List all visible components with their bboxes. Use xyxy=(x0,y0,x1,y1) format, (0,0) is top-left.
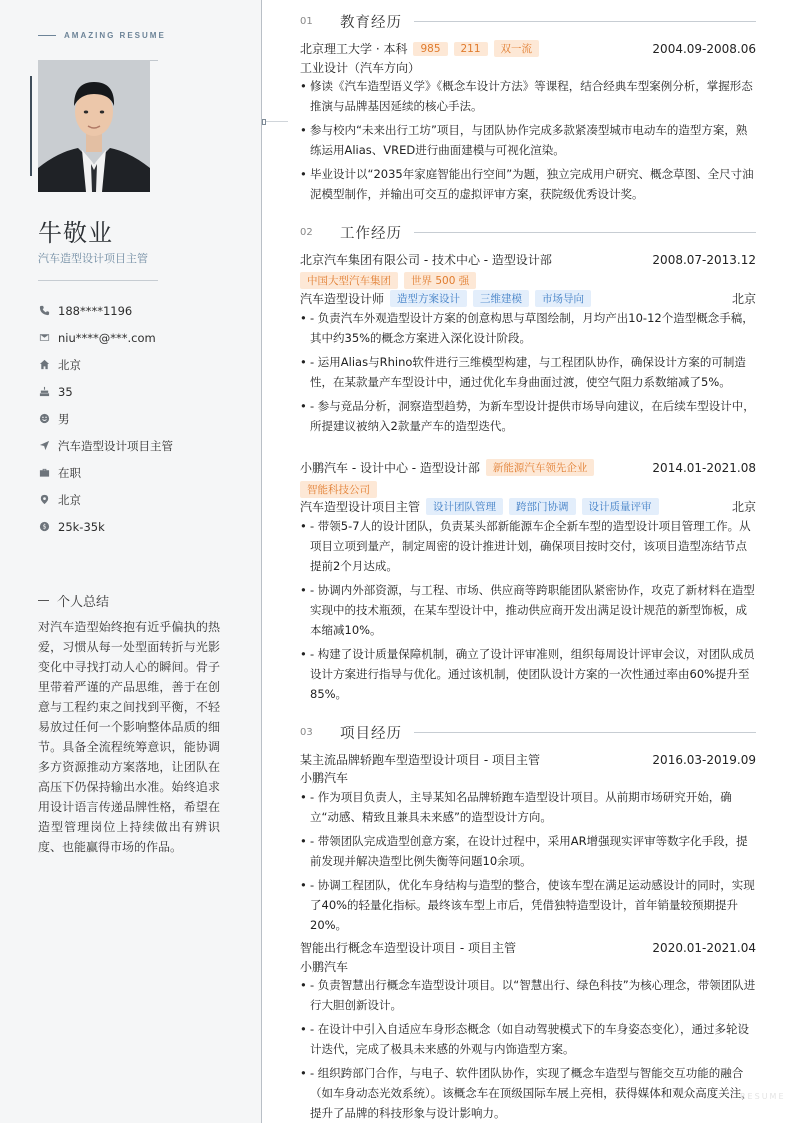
job-company-tags xyxy=(300,272,756,289)
role-tag: 设计团队管理 xyxy=(426,498,503,515)
project-title: 智能出行概念车造型设计项目 - 项目主管 xyxy=(300,941,516,955)
brand-dash xyxy=(38,35,56,36)
contact-text: 188****1196 xyxy=(58,303,133,318)
job-company-row xyxy=(300,459,756,476)
project-title-row xyxy=(300,751,756,768)
section-work-header xyxy=(300,222,756,243)
list-item: • - 参与竞品分析，洞察造型趋势，为新车型设计提供市场导向建议，在后续车型设计中，所提建议被纳入2款量产车的造型迭代。 xyxy=(300,396,756,436)
education-school-row xyxy=(300,40,756,57)
role-tag: 跨部门协调 xyxy=(509,498,576,515)
summary-heading-label: 个人总结 xyxy=(57,595,110,610)
project-org: 小鹏汽车 xyxy=(300,960,349,974)
contact-list xyxy=(38,297,253,540)
list-item: • - 协调内外部资源，与工程、市场、供应商等跨职能团队紧密协作，攻克了新材料在造型实现中的技术瓶颈，在某车型设计中，推动供应商开发出满足设计规范的新型饰板，成本缩减10%。 xyxy=(300,580,756,640)
project-title: 某主流品牌轿跑车型造型设计项目 - 项目主管 xyxy=(300,753,540,767)
list-item: • - 构建了设计质量保障机制，确立了设计评审准则，组织每周设计评审会议，对团队成员设计方案进行指导与优化。通过该机制，使团队设计方案的一次性通过率由60%提升至85%。 xyxy=(300,644,756,704)
role-tag: 三维建模 xyxy=(473,290,529,307)
job-company: 小鹏汽车 - 设计中心 - 造型设计部 xyxy=(300,461,480,475)
phone-icon xyxy=(38,305,50,317)
contact-text: 北京 xyxy=(58,357,81,372)
education-bullets xyxy=(300,76,756,208)
contact-text: 25k-35k xyxy=(58,519,105,534)
coin-icon xyxy=(38,521,50,533)
section-rule xyxy=(414,232,756,233)
summary-heading xyxy=(38,591,109,610)
smile-icon xyxy=(38,413,50,425)
list-item: • 毕业设计以“2035年家庭智能出行空间”为题，独立完成用户研究、概念草图、全尺寸油泥模型制作，并输出可交互的虚拟评审方案，获院级优秀设计奖。 xyxy=(300,164,756,204)
contact-text: 北京 xyxy=(58,492,81,507)
section-title: 工作经历 xyxy=(340,226,402,242)
education-major-row xyxy=(300,59,756,76)
job-role-row xyxy=(300,498,756,515)
contact-residence xyxy=(38,351,253,378)
job-city: 北京 xyxy=(731,292,756,306)
list-item: • - 作为项目负责人，主导某知名品牌轿跑车造型设计项目。从前期市场研究开始，确立“动感、精致且兼具未来感”的造型设计方向。 xyxy=(300,787,756,827)
connector-marker xyxy=(262,119,266,125)
contact-status xyxy=(38,459,253,486)
sidebar xyxy=(0,0,262,1123)
project-org: 小鹏汽车 xyxy=(300,771,349,785)
tag-985: 985 xyxy=(413,42,447,56)
profile-title: 汽车造型设计项目主管 xyxy=(38,252,148,265)
job-date: 2014.01-2021.08 xyxy=(652,460,756,475)
contact-text: 在职 xyxy=(58,465,81,480)
contact-gender xyxy=(38,405,253,432)
education-major: 工业设计（汽车方向） xyxy=(300,61,421,75)
list-item: • - 组织跨部门合作，与电子、软件团队协作，实现了概念车造型与智能交互功能的融合（如车身动态光效系统）。该概念车在顶级国际车展上亮相，获得媒体和观众高度关注，提升了品牌的科技形象与设计影响力。 xyxy=(300,1063,756,1123)
section-number: 01 xyxy=(300,16,313,27)
section-number: 02 xyxy=(300,227,313,238)
svg-text:$: $ xyxy=(42,523,46,531)
name-divider xyxy=(38,280,158,281)
project-org-row xyxy=(300,958,756,975)
list-item: • - 负责汽车外观造型设计方案的创意构思与草图绘制，月均产出10-12个造型概念手稿，其中约35%的概念方案进入深化设计阶段。 xyxy=(300,308,756,348)
school-name: 北京理工大学 · 本科 xyxy=(300,42,408,56)
contact-text: niu****@***.com xyxy=(58,330,156,345)
list-item: • 修读《汽车造型语义学》《概念车设计方法》等课程，结合经典车型案例分析，掌握形态推演与品牌基因延续的核心手法。 xyxy=(300,76,756,116)
photo-accent-bar xyxy=(30,76,32,176)
section-projects-header xyxy=(300,722,756,743)
list-item: • - 负责智慧出行概念车造型设计项目。以“智慧出行、绿色科技”为核心理念，带领团队进行大胆创新设计。 xyxy=(300,975,756,1015)
contact-city xyxy=(38,486,253,513)
company-tag: 世界 500 强 xyxy=(404,272,476,289)
role-tag: 市场导向 xyxy=(535,290,591,307)
project-org-row xyxy=(300,769,756,786)
list-item: • - 运用Alias与Rhino软件进行三维模型构建，与工程团队协作，确保设计方案的可制造性，在某款量产车型设计中，通过优化车身曲面过渡，使空气阻力系数缩减了5%。 xyxy=(300,352,756,392)
role-tag: 造型方案设计 xyxy=(390,290,467,307)
contact-text: 男 xyxy=(58,411,70,426)
section-title: 项目经历 xyxy=(340,726,402,742)
job-company-row xyxy=(300,251,756,268)
portrait-illustration xyxy=(38,60,150,192)
job-company: 北京汽车集团有限公司 - 技术中心 - 造型设计部 xyxy=(300,253,552,267)
briefcase-icon xyxy=(38,467,50,479)
section-title: 教育经历 xyxy=(340,15,402,31)
watermark: RESUME xyxy=(740,1092,786,1101)
section-number: 03 xyxy=(300,727,313,738)
profile-photo xyxy=(38,60,150,192)
role-tag: 设计质量评审 xyxy=(582,498,659,515)
profile-name: 牛敬业 xyxy=(38,219,113,247)
contact-text: 35 xyxy=(58,384,73,399)
list-item: • 参与校内“未来出行工坊”项目，与团队协作完成多款紧凑型城市电动车的造型方案，熟练运用Alias、VRED进行曲面建模与可视化渲染。 xyxy=(300,120,756,160)
brand-label: AMAZING RESUME xyxy=(64,31,166,40)
contact-salary xyxy=(38,513,253,540)
company-tag: 智能科技公司 xyxy=(300,481,377,498)
mail-icon xyxy=(38,332,50,344)
section-rule xyxy=(414,21,756,22)
job-role: 汽车造型设计师 xyxy=(300,292,385,306)
project-date: 2020.01-2021.04 xyxy=(652,940,756,955)
job-bullets xyxy=(300,516,756,708)
list-item: • - 带领5-7人的设计团队，负责某头部新能源车企全新车型的造型设计项目管理工作。从项目立项到量产，制定周密的设计推进计划，确保项目按时交付，该项目造型冻结节点提前2个月达成。 xyxy=(300,516,756,576)
list-item: • - 带领团队完成造型创意方案，在设计过程中，采用AR增强现实评审等数字化手段，提前发现并解决造型比例失衡等问题10余项。 xyxy=(300,831,756,871)
tag-211: 211 xyxy=(454,42,488,56)
contact-text: 汽车造型设计项目主管 xyxy=(58,438,173,453)
summary-text: 对汽车造型始终抱有近乎偏执的热爱，习惯从每一处型面转折与光影变化中寻找打动人心的瞬间。骨子里带着严谨的产品思维，善于在创意与工程约束之间找到平衡，不轻易放过任何一个影响整体品质的细节。具备全流程统筹意识，能协调多方资源推动方案落地，让团队在高压下仍保持输出水准。始终追求用设计语言传递品牌性格，希望在造型管理岗位上持续做出有辨识度、也能赢得市场的作品。 xyxy=(38,620,220,854)
job-company-tags xyxy=(300,481,756,498)
send-icon xyxy=(38,440,50,452)
tag-double-first-class: 双一流 xyxy=(494,40,540,57)
contact-phone xyxy=(38,297,253,324)
project-title-row xyxy=(300,939,756,956)
project-bullets xyxy=(300,787,756,939)
location-pin-icon xyxy=(38,494,50,506)
company-tag: 中国大型汽车集团 xyxy=(300,272,398,289)
company-tag: 新能源汽车领先企业 xyxy=(486,459,595,476)
job-role-row xyxy=(300,290,756,307)
education-date: 2004.09-2008.06 xyxy=(652,41,756,56)
project-bullets xyxy=(300,975,756,1123)
section-rule xyxy=(414,732,756,733)
contact-target-role xyxy=(38,432,253,459)
brand xyxy=(38,31,166,40)
contact-email xyxy=(38,324,253,351)
job-role: 汽车造型设计项目主管 xyxy=(300,500,421,514)
job-city: 北京 xyxy=(731,500,756,514)
list-item: • - 在设计中引入自适应车身形态概念（如自动驾驶模式下的车身姿态变化），通过多轮设计迭代，完成了极具未来感的外观与内饰造型方案。 xyxy=(300,1019,756,1059)
project-date: 2016.03-2019.09 xyxy=(652,752,756,767)
home-icon xyxy=(38,359,50,371)
contact-age xyxy=(38,378,253,405)
summary-dash xyxy=(38,600,49,601)
list-item: • - 协调工程团队，优化车身结构与造型的整合，使该车型在满足运动感设计的同时，实现了40%的轻量化指标。最终该车型上市后，凭借独特造型设计，首年销量较预期提升20%。 xyxy=(300,875,756,935)
job-bullets xyxy=(300,308,756,440)
cake-icon xyxy=(38,386,50,398)
section-education-header xyxy=(300,11,756,32)
job-date: 2008.07-2013.12 xyxy=(652,252,756,267)
